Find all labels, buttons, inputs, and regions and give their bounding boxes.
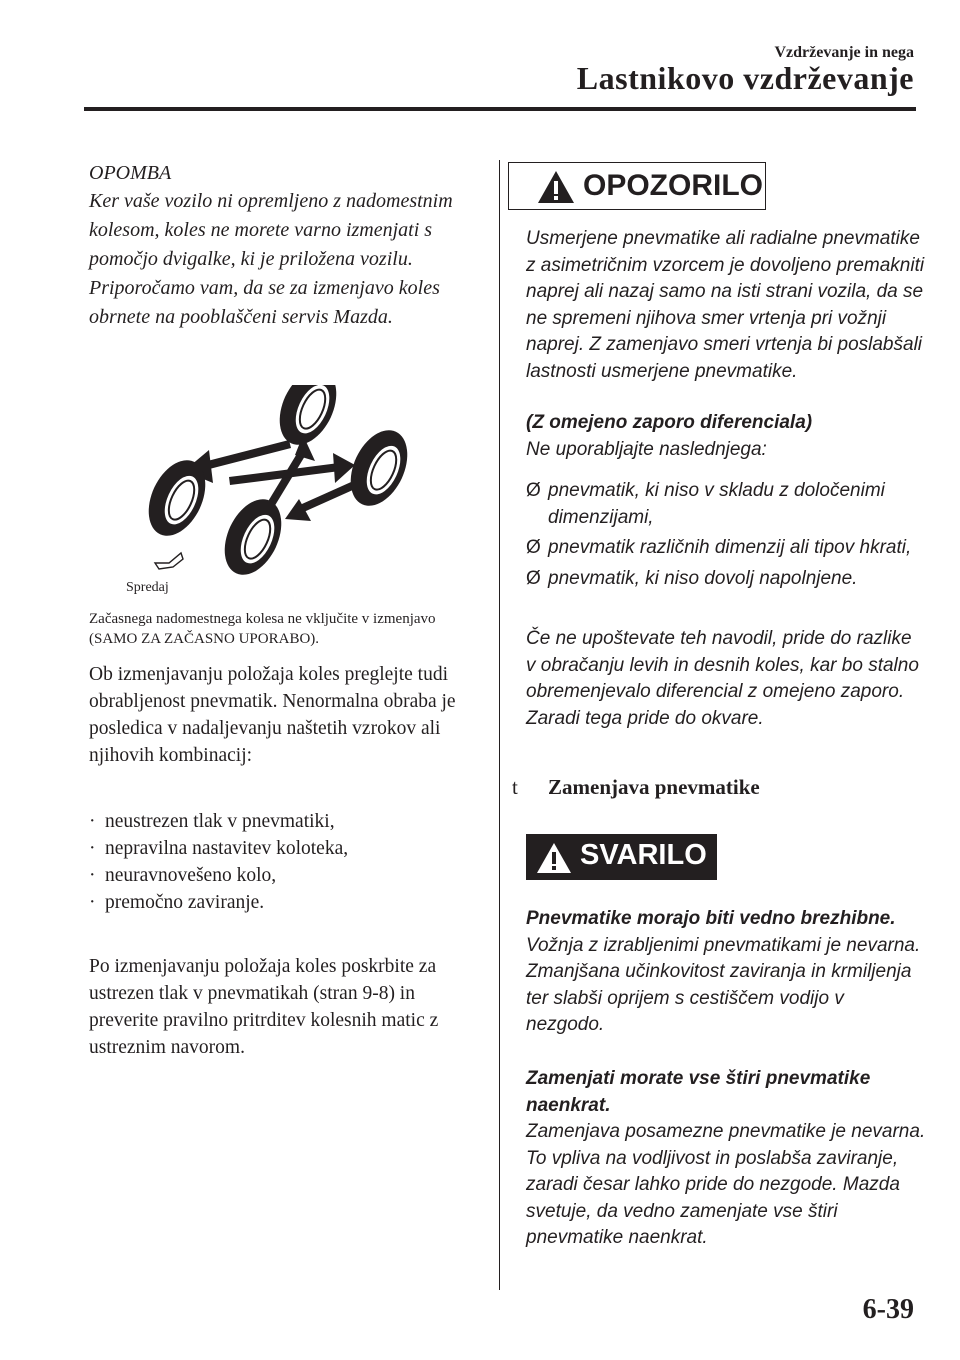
note-body: Ker vaše vozilo ni opremljeno z nadomestnim kolesom, koles ne morete varno izmenjati s pomočjo dvigalke, ki je priložena vozilu. Priporočamo vam, da se za izmenjavo koles obrnete na pooblaščeni servis Mazda.	[89, 190, 453, 328]
column-divider	[499, 160, 500, 1290]
warning-lsd-block	[526, 410, 926, 463]
warning-intro: Usmerjene pnevmatike ali radialne pnevmatike z asimetričnim vzorcem je dovoljeno premakniti naprej ali nazaj samo na isti strani vozila, da se ne spremeni njihova smer vrtenja pri vožnji naprej. Z zamenjavo smeri vrtenja bi poslabšali lastnosti usmerjene pnevmatike.	[526, 228, 925, 382]
caution-banner	[526, 834, 717, 880]
list-item: · neustrezen tlak v pnevmatiki,	[89, 811, 335, 832]
warning-label: OPOZORILO	[583, 169, 763, 202]
page-number: 6-39	[862, 1294, 914, 1325]
lsd-consequence	[526, 626, 926, 732]
warning-triangle-icon	[537, 170, 575, 204]
consequence-result: Zaradi tega pride do okvare.	[526, 707, 764, 729]
tire-rear-right	[213, 490, 292, 584]
lsd-heading: (Z omejeno zaporo diferenciala)	[526, 412, 813, 433]
list-item: · neuravnovešeno kolo,	[89, 865, 277, 886]
caution-triangle-icon	[536, 842, 572, 874]
caution-heading-2: Zamenjati morate vse štiri pnevmatike naenkrat.	[526, 1068, 871, 1116]
running-header-title: Lastnikovo vzdrževanje	[576, 60, 914, 96]
note-title: OPOMBA	[89, 162, 172, 184]
section-marker: t	[512, 775, 518, 799]
caution-block-2	[526, 1066, 926, 1252]
tire-wear-paragraph: Ob izmenjavanju položaja koles preglejte tudi obrabljenost pnevmatik. Nenormalna obraba je posledica v nadaljevanju naštetih vzrokov ali njihovih kombinacij:	[89, 664, 456, 766]
pressure-check-paragraph: Po izmenjavanju položaja koles poskrbite za ustrezen tlak v pnevmatikah (stran 9-8) in preverite pravilno pritrditev kolesnih matic z ustreznim navorom.	[89, 956, 439, 1058]
list-item: · premočno zaviranje.	[89, 892, 265, 913]
wear-causes-list	[89, 808, 484, 916]
figure-caption: Začasnega nadomestnega kolesa ne vključite v izmenjavo (SAMO ZA ZAČASNO UPORABO).	[89, 611, 436, 647]
caution-heading-1: Pnevmatike morajo biti vedno brezhibne.	[526, 908, 896, 929]
list-item: Ø pnevmatik, ki niso v skladu z določenimi dimenzijami,	[526, 480, 885, 528]
caution-text-2: Zamenjava posamezne pnevmatike je nevarna. To vpliva na vodljivost in poslabša zaviranje, zaradi česar lahko pride do nezgode. Mazda svetuje, da vedno zamenjate vse štiri pnevmatike naenkrat.	[526, 1121, 926, 1248]
note-block	[89, 162, 479, 332]
list-item: · nepravilna nastavitev koloteka,	[89, 838, 349, 859]
warning-banner	[508, 162, 766, 210]
tire-rotation-diagram	[89, 385, 484, 600]
section-title: Zamenjava pnevmatike	[548, 775, 760, 799]
front-label: Spredaj	[126, 580, 169, 595]
running-header-section: Vzdrževanje in nega	[774, 44, 914, 61]
caution-label: SVARILO	[580, 839, 707, 871]
lsd-lead: Ne uporabljajte naslednjega:	[526, 438, 767, 460]
tire-rotation-illustration	[89, 385, 484, 600]
lsd-restrictions-list	[526, 478, 926, 596]
caution-block-1	[526, 906, 926, 1039]
section-heading	[512, 775, 760, 800]
front-direction-icon	[155, 553, 183, 569]
consequence-text: Če ne upoštevate teh navodil, pride do razlike v obračanju levih in desnih koles, kar bo stalno obremenjevalo diferencial z omejeno zaporo.	[526, 628, 919, 702]
list-item: Ø pnevmatik različnih dimenzij ali tipov hkrati,	[526, 537, 912, 558]
caution-text-1: Vožnja z izrabljenimi pnevmatikami je nevarna. Zmanjšana učinkovitost zaviranja in krmiljenja ter slabši oprijem s cestiščem vodijo v nezgodo.	[526, 934, 921, 1035]
list-item: Ø pnevmatik, ki niso dovolj napolnjene.	[526, 567, 858, 589]
header-rule	[84, 107, 916, 111]
